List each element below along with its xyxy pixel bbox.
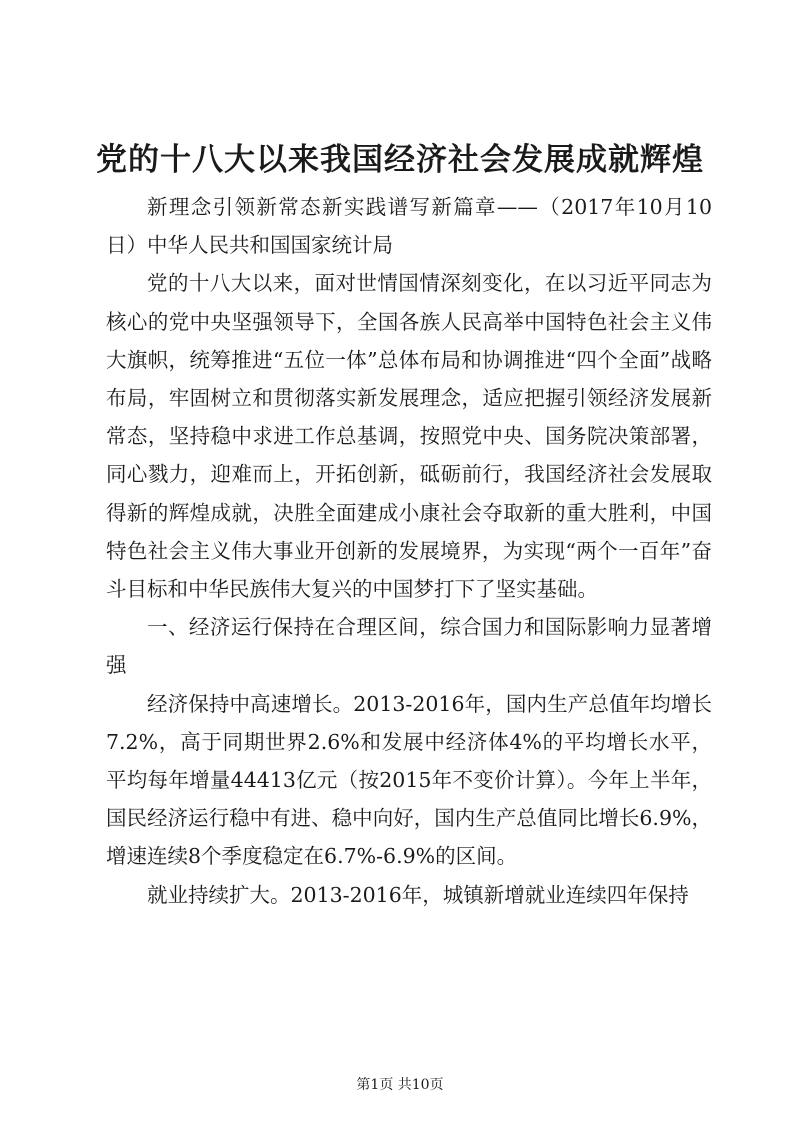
section-heading: 一、经济运行保持在合理区间，综合国力和国际影响力显著增强 — [106, 615, 712, 678]
intro-paragraph: 党的十八大以来，面对世情国情深刻变化，在以习近平同志为核心的党中央坚强领导下，全国各族人民高举中国特色社会主义伟大旗帜，统筹推进“五位一体”总体布局和协调推进“四个全面”战略布局，牢固树立和贯彻落实新发展理念，适应把握引领经济发展新常态，坚持稳中求进工作总基调，按照党中央、国务院决策部署，同心戮力，迎难而上，开拓创新，砥砺前行，我国经济社会发展取得新的辉煌成就，决胜全面建成小康社会夺取新的重大胜利，中国特色社会主义伟大事业开创新的发展境界，为实现“两个一百年”奋斗目标和中华民族伟大复兴的中国梦打下了坚实基础。 — [106, 271, 712, 602]
page-footer: 第1页 共10页 — [356, 1077, 444, 1093]
employment-paragraph: 就业持续扩大。2013-2016年，城镇新增就业连续四年保持 — [147, 882, 689, 907]
document-body — [106, 188, 712, 914]
document-title: 党的十八大以来我国经济社会发展成就辉煌 — [96, 142, 704, 178]
economy-paragraph: 经济保持中高速增长。2013-2016年，国内生产总值年均增长7.2%，高于同期世界2.6%和发展中经济体4%的平均增长水平，平均每年增量44413亿元（按2015年不变价计算）。今年上半年，国民经济运行稳中有进、稳中向好，国内生产总值同比增长6.9%，增速连续8个季度稳定在6.7%-6.9%的区间。 — [106, 691, 712, 869]
subtitle-paragraph: 新理念引领新常态新实践谱写新篇章——（2017年10月10日）中华人民共和国国家统计局 — [106, 195, 712, 258]
